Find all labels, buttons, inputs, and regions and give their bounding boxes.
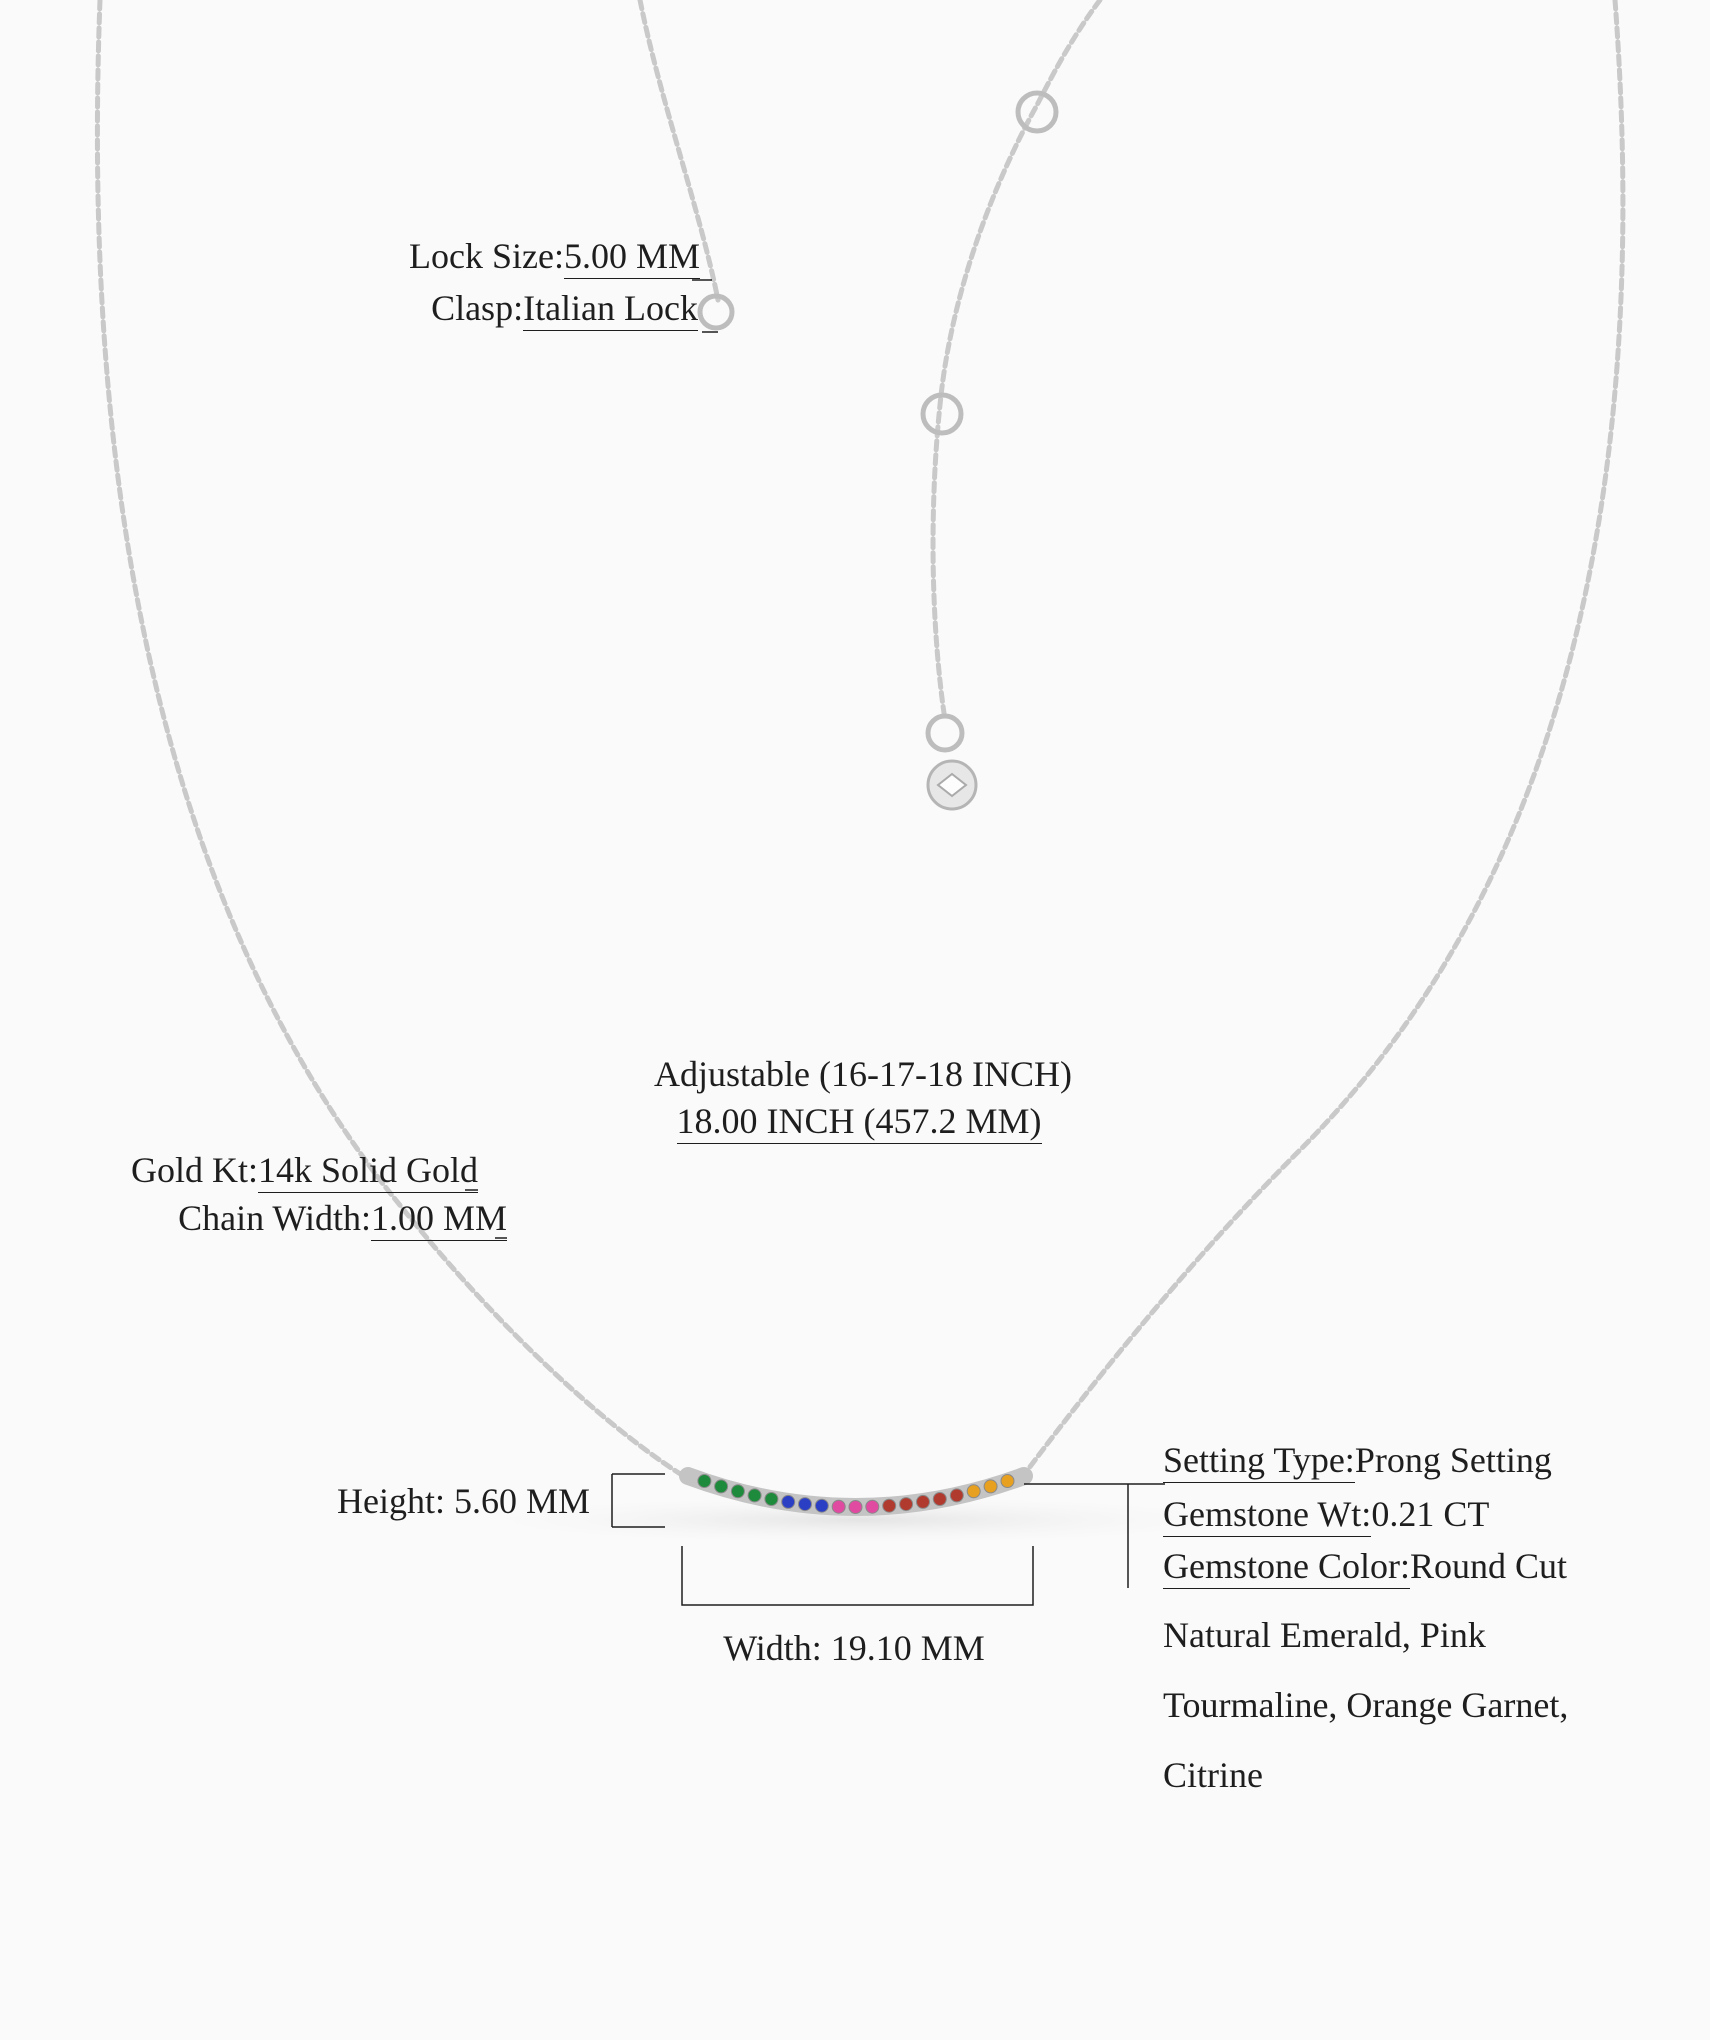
setting-type-spec xyxy=(1163,1440,1552,1480)
garnet-gem xyxy=(933,1493,946,1506)
width-spec: Width: 19.10 MM xyxy=(723,1628,985,1668)
setting-type-label: Setting Type: xyxy=(1163,1440,1355,1483)
emerald-gem xyxy=(715,1480,728,1493)
gold-kt-value: 14k Solid Gold xyxy=(258,1150,478,1193)
chain-width-value: 1.00 MM xyxy=(371,1198,507,1241)
adjustable-length: Adjustable (16-17-18 INCH) xyxy=(654,1054,1072,1094)
chain-right xyxy=(1020,0,1623,1480)
emerald-gem xyxy=(731,1485,744,1498)
emerald-gem xyxy=(748,1489,761,1502)
length-value: 18.00 INCH (457.2 MM) xyxy=(677,1101,1042,1144)
chain-width-spec xyxy=(178,1198,507,1238)
gemstone-color-details xyxy=(1163,1600,1568,1810)
gemstone-color-label: Gemstone Color: xyxy=(1163,1546,1410,1589)
tag-charm xyxy=(928,761,976,809)
emerald-gem xyxy=(698,1475,711,1488)
width-bracket xyxy=(682,1546,1033,1605)
clasp-label: Clasp: xyxy=(431,288,524,328)
citrine-gem xyxy=(1001,1475,1014,1488)
height-spec: Height: 5.60 MM xyxy=(336,1481,590,1521)
emerald-gem xyxy=(765,1493,778,1506)
gemstone-color-value: Round Cut xyxy=(1409,1546,1568,1586)
lock-size-value: 5.00 MM xyxy=(564,236,700,279)
gemstone-color-line: Natural Emerald, Pink xyxy=(1163,1615,1486,1655)
garnet-gem xyxy=(950,1489,963,1502)
extender-ring-top xyxy=(1018,93,1056,131)
citrine-gem xyxy=(967,1485,980,1498)
pink-gem xyxy=(849,1501,862,1514)
sapphire-gem xyxy=(799,1498,812,1511)
gemstone-wt-label: Gemstone Wt: xyxy=(1163,1494,1371,1537)
garnet-gem xyxy=(917,1495,930,1508)
gemstone-wt-spec xyxy=(1163,1494,1489,1534)
gemstone-color-line: Tourmaline, Orange Garnet, xyxy=(1163,1685,1569,1725)
gemstone-wt-value: 0.21 CT xyxy=(1371,1494,1490,1534)
callout-leaders xyxy=(465,280,718,1238)
lock-size-spec xyxy=(409,236,700,276)
sapphire-gem xyxy=(782,1495,795,1508)
chain-width-label: Chain Width: xyxy=(178,1198,371,1238)
garnet-gem xyxy=(883,1499,896,1512)
setting-type-value: Prong Setting xyxy=(1354,1440,1552,1480)
clasp-value: Italian Lock xyxy=(523,288,698,331)
garnet-gem xyxy=(900,1498,913,1511)
chain-left xyxy=(97,0,690,1480)
citrine-gem xyxy=(984,1480,997,1493)
length-spec xyxy=(0,1101,1710,1141)
pink-gem xyxy=(832,1500,845,1513)
rings xyxy=(700,93,1056,750)
gold-kt-spec xyxy=(131,1150,478,1190)
sapphire-gem xyxy=(815,1499,828,1512)
gemstone-color-spec xyxy=(1163,1546,1567,1586)
pink-gem xyxy=(866,1500,879,1513)
extender-ring-bottom xyxy=(928,716,962,750)
lock-size-label: Lock Size: xyxy=(409,236,564,276)
chain xyxy=(97,0,1622,1480)
clasp-spec xyxy=(431,288,698,328)
gemstone-color-line: Citrine xyxy=(1163,1755,1263,1795)
gold-kt-label: Gold Kt: xyxy=(130,1150,258,1190)
